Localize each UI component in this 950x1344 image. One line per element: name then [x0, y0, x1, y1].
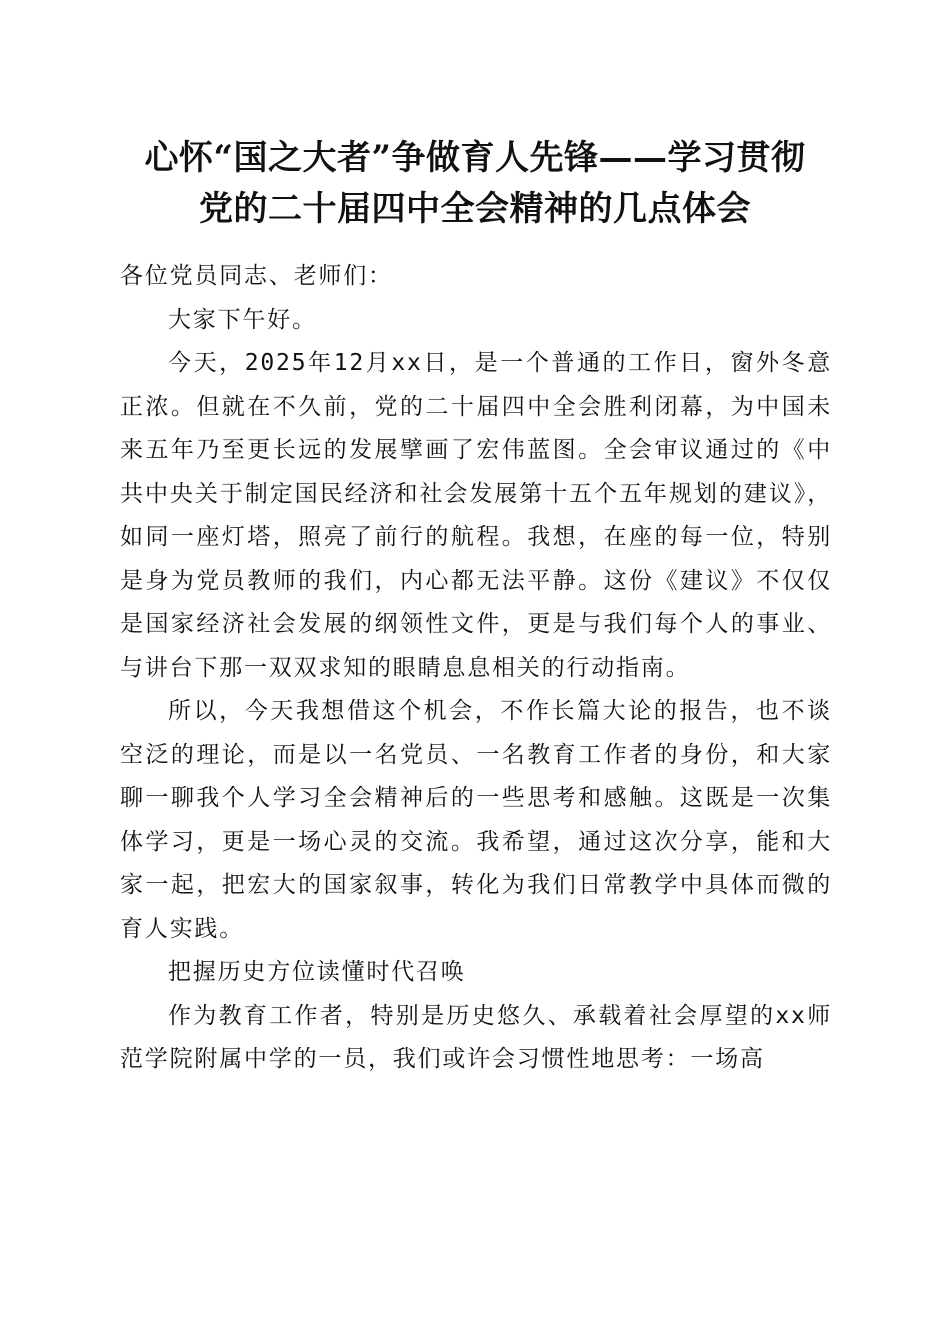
greeting: 大家下午好。: [168, 306, 317, 333]
section-paragraph: 作为教育工作者，特别是历史悠久、承载着社会厚望的xx师范学院附属中学的一员，我们或许会习惯性地思考：一场高: [120, 1002, 832, 1072]
document-body: [120, 255, 832, 1082]
title-line-1: 心怀“国之大者”争做育人先锋——学习贯彻: [144, 138, 806, 178]
document-title: [100, 133, 850, 235]
title-line-2: 党的二十届四中全会精神的几点体会: [199, 189, 751, 229]
body-paragraph-2: 所以，今天我想借这个机会，不作长篇大论的报告，也不谈空泛的理论，而是以一名党员、一名教育工作者的身份，和大家聊一聊我个人学习全会精神后的一些思考和感触。这既是一次集体学习，更是一场心灵的交流。我希望，通过这次分享，能和大家一起，把宏大的国家叙事，转化为我们日常教学中具体而微的育人实践。: [120, 698, 832, 942]
salutation: 各位党员同志、老师们：: [120, 263, 393, 289]
section-heading: 把握历史方位读懂时代召唤: [168, 959, 466, 985]
body-paragraph-1: 今天，2025年12月xx日，是一个普通的工作日，窗外冬意正浓。但就在不久前，党的二十届四中全会胜利闭幕，为中国未来五年乃至更长远的发展擘画了宏伟蓝图。全会审议通过的《中共中央关于制定国民经济和社会发展第十五个五年规划的建议》，如同一座灯塔，照亮了前行的航程。我想，在座的每一位，特别是身为党员教师的我们，内心都无法平静。这份《建议》不仅仅是国家经济社会发展的纲领性文件，更是与我们每个人的事业、与讲台下那一双双求知的眼睛息息相关的行动指南。: [120, 350, 832, 681]
